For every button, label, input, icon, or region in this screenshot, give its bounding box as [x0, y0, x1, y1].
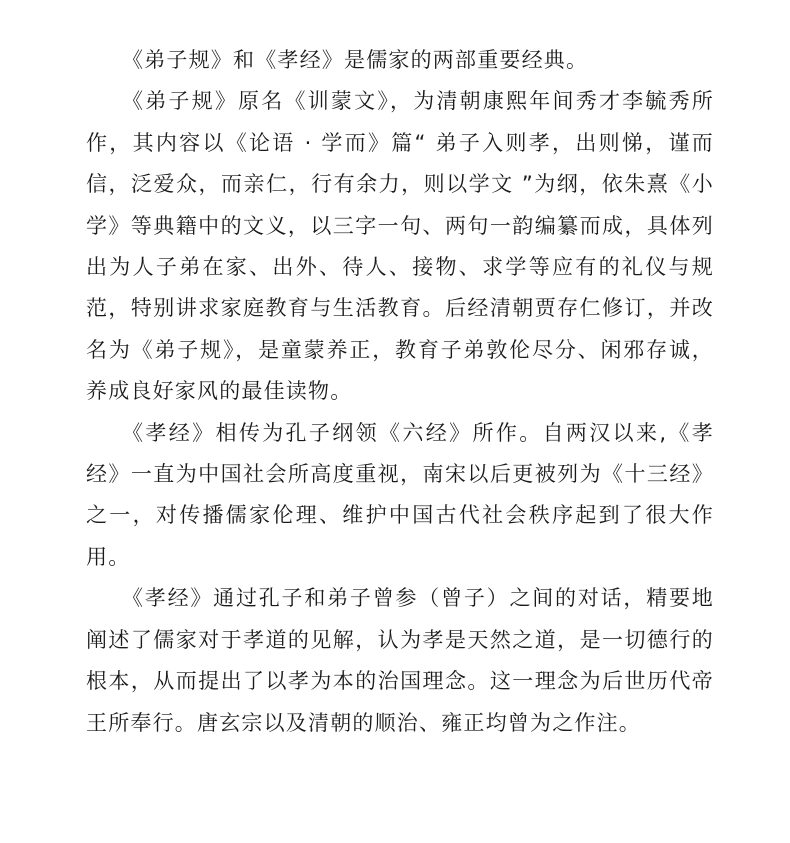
document-body: [86, 40, 714, 744]
paragraph-dizigui: 《弟子规》原名《训蒙文》，为清朝康熙年间秀才李毓秀所作，其内容以《论语 · 学而》篇“ 弟子入则孝，出则悌，谨而信，泛爱众，而亲仁，行有余力，则以学文 ”为纲，依朱熹《小学》等典籍中的文义，以三字一句、两句一韵编纂而成，具体列出为人子弟在家、出外、待人、接物、求学等应有的礼仪与规范，特别讲求家庭教育与生活教育。后经清朝贾存仁修订，并改名为《弟子规》，是童蒙养正，教育子弟敦伦尽分、闲邪存诚，养成良好家风的最佳读物。: [86, 89, 714, 404]
paragraph-xiaojing-content: 《孝经》通过孔子和弟子曾参（曾子）之间的对话，精要地阐述了儒家对于孝道的见解，认为孝是天然之道，是一切德行的根本，从而提出了以孝为本的治国理念。这一理念为后世历代帝王所奉行。唐玄宗以及清朝的顺治、雍正均曾为之作注。: [86, 586, 714, 735]
paragraph-intro: 《弟子规》和《孝经》是儒家的两部重要经典。: [122, 48, 589, 72]
paragraph-xiaojing-history: 《孝经》相传为孔子纲领《六经》所作。自两汉以来,《孝经》一直为中国社会所高度重视，南宋以后更被列为《十三经》之一，对传播儒家伦理、维护中国古代社会秩序起到了很大作用。: [86, 420, 714, 569]
